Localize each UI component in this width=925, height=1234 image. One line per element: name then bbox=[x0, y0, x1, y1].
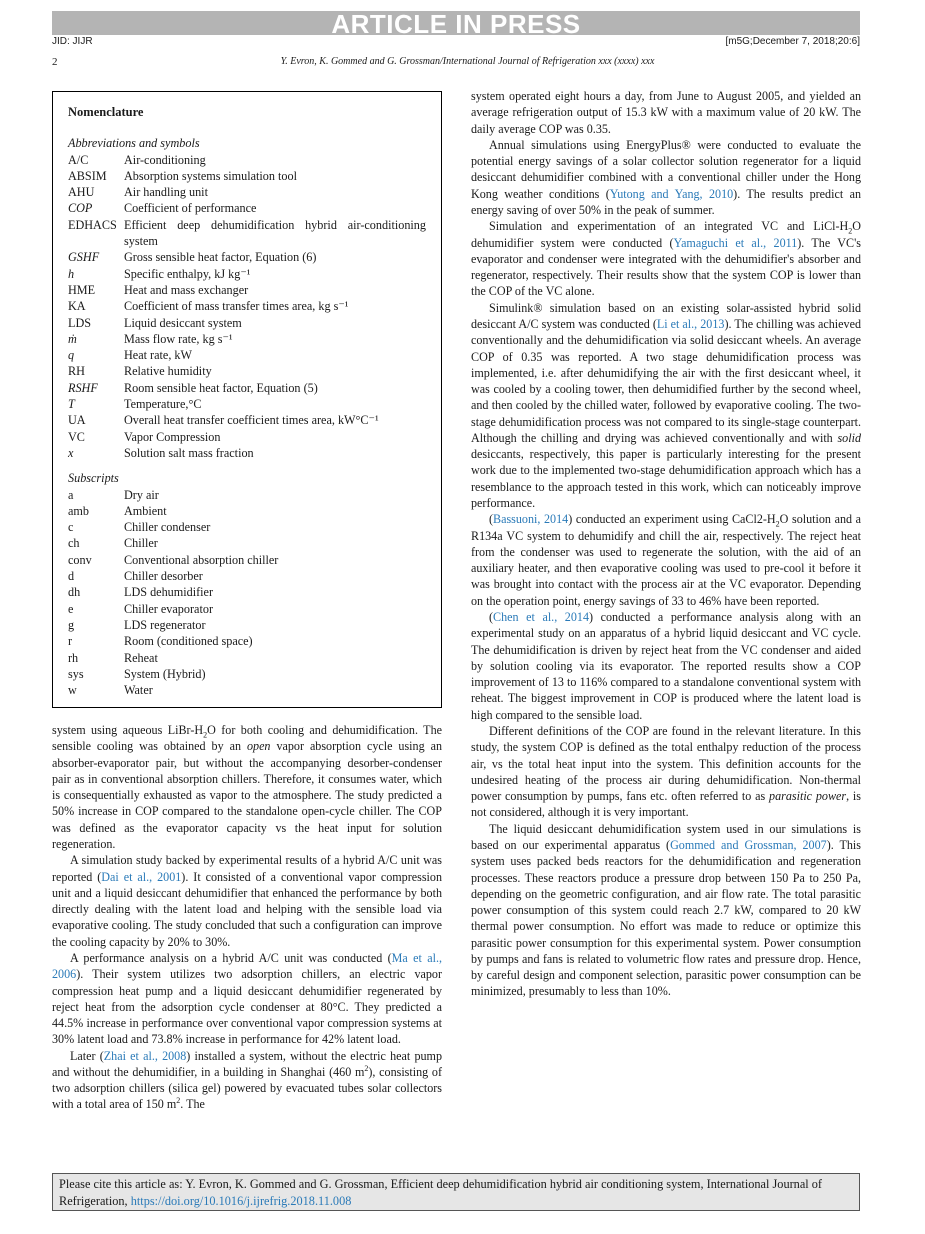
nomenclature-row bbox=[68, 445, 426, 461]
body-paragraph: (Bassuoni, 2014) conducted an experiment using $CaCl2-H_2O$ solution and a R134a VC system to dehumidify and chill the air, respectively. The reject heat from the condenser was used to regenerate the solution, with the aid of an auxiliary heater, and then evaporative cooling was used to pre-cool it before it was brought into contact with the process air at the VC evaporator. Depending on the operation point, energy savings of 33 to 46% have been reported. bbox=[471, 512, 862, 608]
nomenclature-definition: Ambient bbox=[124, 503, 167, 518]
nomenclature-row bbox=[68, 363, 426, 379]
nomenclature-row bbox=[68, 200, 426, 216]
nomenclature-row bbox=[68, 568, 426, 584]
nomenclature-definition: Mass flow rate, kg s⁻¹ bbox=[124, 331, 233, 346]
nomenclature-definition: Chiller bbox=[124, 536, 158, 551]
nomenclature-symbol: LDS bbox=[68, 315, 92, 330]
citation-link[interactable]: Gommed and Grossman, 2007 bbox=[670, 837, 827, 852]
left-text-column bbox=[52, 722, 442, 1113]
citation-link[interactable]: Li et al., 2013 bbox=[656, 316, 725, 331]
abbreviations-heading: Abbreviations and symbols bbox=[68, 136, 200, 151]
nomenclature-definition: Water bbox=[124, 683, 153, 698]
article-in-press-banner: ARTICLE IN PRESS bbox=[52, 11, 860, 35]
nomenclature-symbol: conv bbox=[68, 552, 92, 567]
nomenclature-symbol: A/C bbox=[68, 152, 89, 167]
nomenclature-row bbox=[68, 152, 426, 168]
subscript: 2 bbox=[203, 730, 208, 740]
nomenclature-row bbox=[68, 535, 426, 551]
body-paragraph: system operated eight hours a day, from June to August 2005, and yielded an average refrigeration output of 15.3 kW with a maximum value of 20 kW. The daily average COP was 0.35. bbox=[471, 89, 861, 136]
nomenclature-symbol: GSHF bbox=[68, 250, 100, 265]
nomenclature-definition: Reheat bbox=[124, 650, 158, 665]
nomenclature-row bbox=[68, 266, 426, 282]
nomenclature-definition: Solution salt mass fraction bbox=[124, 445, 254, 460]
emphasis: parasitic power bbox=[769, 789, 847, 804]
nomenclature-definition: LDS dehumidifier bbox=[124, 585, 214, 600]
nomenclature-symbol: HME bbox=[68, 282, 96, 297]
running-journal: /International Journal of Refrigeration xxx (xxxx) xxx bbox=[440, 56, 655, 67]
nomenclature-row bbox=[68, 168, 426, 184]
nomenclature-row bbox=[68, 347, 426, 363]
nomenclature-definition: Chiller desorber bbox=[124, 569, 203, 584]
nomenclature-symbol: AHU bbox=[68, 185, 95, 200]
nomenclature-definition: Air-conditioning bbox=[124, 152, 206, 167]
citation-link[interactable]: Chen et al., 2014 bbox=[493, 610, 589, 624]
nomenclature-symbol: r bbox=[68, 634, 73, 649]
body-paragraph: (Chen et al., 2014) conducted a performance analysis along with an experimental study on an apparatus of a hybrid liquid desiccant and VC cycle. The dehumidification is driven by reject heat from the VC condenser and aided by solution cooling via its evaporator. The reported results show a COP improvement of 13 to 116% compared to a standalone conventional system with reheat. The biggest improvement in COP is produced where the latent load is high compared to the sensible load. bbox=[471, 610, 861, 722]
nomenclature-symbol: amb bbox=[68, 503, 89, 518]
citation-link[interactable]: Dai et al., 2001 bbox=[101, 869, 182, 884]
nomenclature-symbol: T bbox=[68, 397, 75, 412]
nomenclature-title: Nomenclature bbox=[68, 105, 144, 119]
nomenclature-row bbox=[68, 298, 426, 314]
nomenclature-row bbox=[68, 682, 426, 698]
citation-link[interactable]: Yutong and Yang, 2010 bbox=[609, 186, 734, 201]
nomenclature-symbol: e bbox=[68, 601, 74, 616]
nomenclature-definition: Air handling unit bbox=[124, 185, 208, 200]
nomenclature-symbol: RH bbox=[68, 364, 85, 379]
citation-link[interactable]: Zhai et al., 2008 bbox=[103, 1048, 187, 1063]
nomenclature-definition: System (Hybrid) bbox=[124, 666, 206, 681]
nomenclature-box bbox=[52, 91, 442, 708]
nomenclature-definition: Heat and mass exchanger bbox=[124, 282, 249, 297]
citation-link[interactable]: Ma et al., 2006 bbox=[52, 950, 442, 982]
nomenclature-row bbox=[68, 519, 426, 535]
emphasis: open bbox=[246, 739, 271, 754]
nomenclature-row bbox=[68, 633, 426, 649]
nomenclature-symbol: dh bbox=[68, 585, 81, 600]
nomenclature-definition: Heat rate, kW bbox=[124, 348, 193, 363]
nomenclature-definition: Chiller evaporator bbox=[124, 601, 214, 616]
nomenclature-definition: Vapor Compression bbox=[124, 429, 221, 444]
nomenclature-symbol: d bbox=[68, 569, 75, 584]
citation-text: Please cite this article as: Y. Evron, K. Gommed and G. Grossman, Efficient deep dehumidification hybrid air conditioning system, International Journal of Refrigeration, bbox=[59, 1177, 823, 1208]
nomenclature-symbol: c bbox=[68, 520, 74, 535]
nomenclature-symbol: EDHACS bbox=[68, 217, 117, 232]
nomenclature-row bbox=[68, 184, 426, 200]
nomenclature-symbol: w bbox=[68, 683, 77, 698]
emphasis: solid bbox=[837, 430, 861, 445]
abbreviations-list bbox=[68, 152, 426, 462]
nomenclature-row bbox=[68, 552, 426, 568]
nomenclature-row bbox=[68, 217, 426, 250]
nomenclature-definition: Specific enthalpy, kJ kg⁻¹ bbox=[124, 266, 251, 281]
nomenclature-row bbox=[68, 396, 426, 412]
nomenclature-row bbox=[68, 666, 426, 682]
superscript: 2 bbox=[364, 1063, 369, 1073]
nomenclature-symbol: q bbox=[68, 348, 75, 363]
nomenclature-row bbox=[68, 282, 426, 298]
body-paragraph: The liquid desiccant dehumidification system used in our simulations is based on our experimental apparatus (Gommed and Grossman, 2007). This system uses packed beds reactors for the dehumidification and regeneration processes. These reactors produce a pressure drop between 150 Pa to 250 Pa, depending on the geometric configuration, and air flow rate. The total parasitic power consumption of this system could reach 2.7 kW, compared to 20 kW thermal power consumption. No effort was made to reduce or optimize this parasitic power consumption for this experimental system. Power consumption by pumps and fans is related to volumetric flow rates and pressure drop. Hence, by careful design and component selection, parasitic power consumption can be minimized, presumably to less than 10%. bbox=[471, 821, 862, 999]
citation-footer bbox=[52, 1173, 860, 1211]
nomenclature-definition: Chiller condenser bbox=[124, 520, 211, 535]
journal-id: JID: JIJR bbox=[52, 36, 93, 47]
nomenclature-row bbox=[68, 487, 426, 503]
nomenclature-definition: Liquid desiccant system bbox=[124, 315, 242, 330]
nomenclature-symbol: ABSIM bbox=[68, 168, 107, 183]
nomenclature-symbol: rh bbox=[68, 650, 79, 665]
body-paragraph: Simulink® simulation based on an existing solar-assisted hybrid solid desiccant A/C system was conducted (Li et al., 2013). The chilling was achieved conventionally and the dehumidification via solid desiccant wheels. An average COP of 0.35 was reported. A two stage dehumidification process was implemented, i.e. after dehumidifying the air with the first desiccant wheel, it was cooled by a cooling tower, then dehumidified further by the second wheel, and then cooled by the chilled water, followed by evaporative cooling. The two-stage dehumidification process was not compared to its single-stage counterpart. Although the chilling and drying was achieved conventionally and with solid desiccants, respectively, this paper is particularly interesting for the present work due to the implemented two-stage dehumidification approach which has a resemblance to the approach tested in this work, which can noticeably improve performance. bbox=[471, 300, 861, 511]
nomenclature-row bbox=[68, 412, 426, 428]
body-paragraph: Annual simulations using EnergyPlus® were conducted to evaluate the potential energy savings of a solar collector solution regenerator for a liquid desiccant dehumidifier combined with a conventional chiller under the Hong Kong weather conditions (Yutong and Yang, 2010). The results predict an energy saving of over 50% in the peak of summer. bbox=[471, 137, 862, 217]
running-header bbox=[0, 56, 925, 67]
nomenclature-definition: LDS regenerator bbox=[124, 617, 206, 632]
nomenclature-row bbox=[68, 331, 426, 347]
citation-link[interactable]: Yamaguchi et al., 2011 bbox=[673, 235, 798, 250]
build-stamp: [m5G;December 7, 2018;20:6] bbox=[725, 36, 860, 47]
nomenclature-definition: Temperature,°C bbox=[124, 397, 202, 412]
nomenclature-symbol: COP bbox=[68, 201, 93, 216]
subscripts-list bbox=[68, 487, 426, 699]
right-text-column bbox=[471, 88, 861, 1000]
body-paragraph: A simulation study backed by experimental results of a hybrid A/C unit was reported (Dai et al., 2001). It consisted of a conventional vapor compression unit and a liquid desiccant dehumidifier that enhanced the performance by both directly dealing with the latent load and helping with the sensible load via evaporative cooling. The study concluded that such a configuration can improve the cooling capacity by 20% to 30%. bbox=[52, 853, 442, 949]
nomenclature-definition: Coefficient of mass transfer times area, kg s⁻¹ bbox=[124, 299, 349, 314]
nomenclature-row bbox=[68, 584, 426, 600]
nomenclature-row bbox=[68, 315, 426, 331]
subscripts-heading: Subscripts bbox=[68, 471, 119, 486]
body-paragraph: Different definitions of the COP are found in the relevant literature. In this study, the system COP is defined as the total enthalpy reduction of the process air, vs the total heat input into the system. This definition accounts for the undesired heating of the process air during dehumidification. Non-thermal power consumption by pumps, fans etc. often referred to as parasitic power, is not considered, although it is very important. bbox=[471, 723, 861, 820]
nomenclature-row bbox=[68, 503, 426, 519]
subscript: 2 bbox=[775, 519, 780, 529]
nomenclature-row bbox=[68, 429, 426, 445]
nomenclature-row bbox=[68, 601, 426, 617]
subscript: 2 bbox=[848, 226, 853, 236]
nomenclature-definition: Overall heat transfer coefficient times area, kW°C⁻¹ bbox=[124, 413, 379, 428]
nomenclature-definition: Room (conditioned space) bbox=[124, 634, 253, 649]
nomenclature-definition: Relative humidity bbox=[124, 364, 212, 379]
body-paragraph: A performance analysis on a hybrid A/C unit was conducted (Ma et al., 2006). Their system utilizes two adsorption chillers, an electric vapor compression heat pump and a liquid desiccant dehumidifier regenerated by reject heat from the adsorption cycle condenser at 80°C. They predicted a 44.5% increase in performance over conventional vapor compression systems at 30% latent load and 73.8% increase in performance for 42% latent load. bbox=[52, 950, 442, 1047]
page-number: 2 bbox=[52, 56, 58, 68]
nomenclature-definition: Coefficient of performance bbox=[124, 201, 257, 216]
superscript: 2 bbox=[176, 1096, 181, 1106]
nomenclature-symbol: KA bbox=[68, 299, 86, 314]
doi-link[interactable]: https://doi.org/10.1016/j.ijrefrig.2018.11.008 bbox=[130, 1194, 352, 1208]
citation-link[interactable]: Bassuoni, 2014 bbox=[493, 512, 569, 527]
nomenclature-symbol: ch bbox=[68, 536, 80, 551]
body-paragraph: system using aqueous LiBr-$H_2O$ for both cooling and dehumidification. The sensible cooling was obtained by an open vapor absorption cycle using an absorber-evaporator pair, but without the accompanying desorber-condenser pair as in conventional absorption chillers. Therefore, it consumes water, which is consequentially exhausted as vapor to the atmosphere. The study predicted a 50% increase in COP compared to the standalone open-cycle chiller. The COP was defined as the evaporator capacity vs the heat input for solution regeneration. bbox=[52, 723, 443, 851]
nomenclature-symbol: x bbox=[68, 445, 74, 460]
nomenclature-row bbox=[68, 249, 426, 265]
nomenclature-definition: Efficient deep dehumidification hybrid air-conditioning system bbox=[124, 217, 426, 249]
body-paragraph: Later (Zhai et al., 2008) installed a system, without the electric heat pump and without the dehumidifier, in a building in Shanghai (460 $m^2$), consisting of two adsorption chillers (silica gel) powered by evacuated tubes solar collectors with a total area of 150 $m^2$. The bbox=[52, 1048, 442, 1112]
body-paragraph: Simulation and experimentation of an integrated VC and LiCl-$H_2O$ dehumidifier system were conducted (Yamaguchi et al., 2011). The VC's evaporator and condenser were integrated with the dehumidifier's absorber and regenerator, respectively. Their results show that the system COP is lower than the COP of the VC alone. bbox=[471, 219, 861, 299]
nomenclature-definition: Room sensible heat factor, Equation (5) bbox=[124, 380, 318, 395]
nomenclature-symbol: g bbox=[68, 617, 75, 632]
nomenclature-definition: Conventional absorption chiller bbox=[124, 552, 279, 567]
nomenclature-definition: Gross sensible heat factor, Equation (6) bbox=[124, 250, 317, 265]
nomenclature-symbol: VC bbox=[68, 429, 85, 444]
nomenclature-symbol: h bbox=[68, 266, 75, 281]
running-authors: Y. Evron, K. Gommed and G. Grossman bbox=[280, 56, 441, 67]
nomenclature-symbol: sys bbox=[68, 666, 84, 681]
nomenclature-row bbox=[68, 380, 426, 396]
nomenclature-symbol: UA bbox=[68, 413, 86, 428]
nomenclature-row bbox=[68, 617, 426, 633]
nomenclature-symbol: ṁ bbox=[68, 331, 77, 346]
nomenclature-row bbox=[68, 650, 426, 666]
nomenclature-definition: Dry air bbox=[124, 487, 159, 502]
nomenclature-symbol: a bbox=[68, 487, 74, 502]
nomenclature-symbol: RSHF bbox=[68, 380, 98, 395]
nomenclature-definition: Absorption systems simulation tool bbox=[124, 168, 297, 183]
